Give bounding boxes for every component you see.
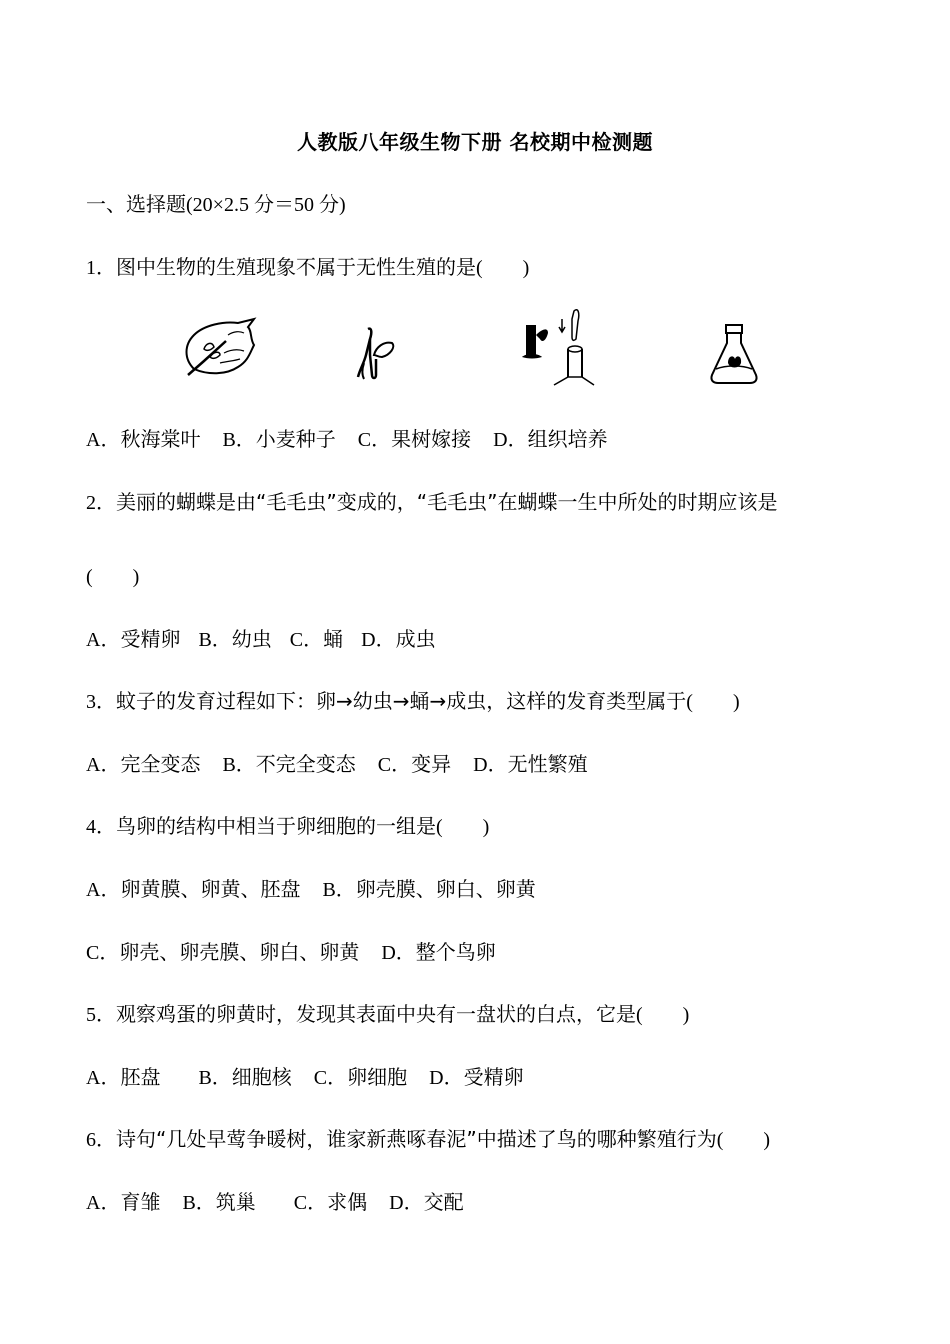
option-d: D．成虫 (361, 627, 436, 651)
question-text: 图中生物的生殖现象不属于无性生殖的是 (116, 255, 476, 279)
question-6-options (86, 1188, 464, 1217)
option-a: A．育雏 (86, 1190, 161, 1214)
question-number: 2． (86, 492, 116, 514)
option-d: D．组织培养 (493, 427, 608, 451)
option-c: C．果树嫁接 (357, 427, 472, 451)
answer-blank: ( ) (436, 816, 490, 838)
question-4-options-ab (86, 875, 536, 904)
question-number: 1． (86, 257, 116, 279)
option-a: A．受精卵 (86, 627, 181, 651)
section-heading (86, 190, 346, 219)
option-a: A．完全变态 (86, 752, 201, 776)
question-text: 观察鸡蛋的卵黄时，发现其表面中央有一盘状的白点，它是 (116, 1002, 636, 1026)
question-1-stem (86, 253, 529, 282)
section-label: 一、选择题 (86, 192, 186, 216)
option-d: D．无性繁殖 (473, 752, 588, 776)
option-b: B．细胞核 (198, 1065, 292, 1089)
question-6-stem (86, 1125, 770, 1154)
question-text: 鸟卵的结构中相当于卵细胞的一组是 (116, 814, 436, 838)
option-b: B．幼虫 (198, 627, 272, 651)
question-1-options (86, 425, 608, 454)
option-c: C．蛹 (289, 627, 344, 651)
option-a: A．胚盘 (86, 1065, 161, 1089)
page-title: 人教版八年级生物下册 名校期中检测题 (297, 130, 653, 154)
answer-blank: ( ) (636, 1004, 690, 1026)
option-c: C．卵细胞 (313, 1065, 408, 1089)
begonia-leaf-icon (180, 317, 258, 379)
option-c: C．卵壳、卵壳膜、卵白、卵黄 (86, 940, 360, 964)
question-number: 3． (86, 691, 116, 713)
question-1-figures (0, 305, 950, 395)
answer-blank: ( ) (716, 1129, 771, 1151)
question-3-options (86, 750, 588, 779)
option-b: B．卵壳膜、卵白、卵黄 (322, 877, 536, 901)
question-text: 诗句“几处早莺争暖树，谁家新燕啄春泥”中描述了鸟的哪种繁殖行为 (116, 1127, 717, 1151)
wheat-seed-icon (350, 325, 398, 383)
section-score-note: (20×2.5 分＝50 分) (186, 194, 346, 216)
answer-blank: ( ) (686, 691, 740, 713)
option-b: B．小麦种子 (222, 427, 336, 451)
question-text: 蚊子的发育过程如下：卵→幼虫→蛹→成虫，这样的发育类型属于 (116, 689, 687, 713)
question-4-options-cd (86, 938, 496, 967)
question-2-stem (86, 488, 777, 517)
question-4-stem (86, 812, 489, 841)
option-b: B．不完全变态 (222, 752, 356, 776)
question-number: 5． (86, 1004, 116, 1026)
option-b: B．筑巢 (182, 1190, 256, 1214)
tissue-culture-flask-icon (708, 321, 760, 385)
option-a: A．卵黄膜、卵黄、胚盘 (86, 877, 301, 901)
answer-blank: ( ) (86, 566, 140, 588)
option-a: A．秋海棠叶 (86, 427, 201, 451)
question-5-options (86, 1063, 524, 1092)
question-number: 6． (86, 1129, 116, 1151)
question-2-blank-line (86, 562, 139, 591)
option-d: D．交配 (389, 1190, 464, 1214)
answer-blank: ( ) (476, 257, 530, 279)
question-2-options (86, 625, 436, 654)
option-c: C．求偶 (293, 1190, 368, 1214)
question-3-stem (86, 687, 740, 716)
option-c: C．变异 (377, 752, 452, 776)
question-text: 美丽的蝴蝶是由“毛毛虫”变成的，“毛毛虫”在蝴蝶一生中所处的时期应该是 (116, 490, 778, 514)
option-d: D．整个鸟卵 (381, 940, 496, 964)
option-d: D．受精卵 (429, 1065, 524, 1089)
question-5-stem (86, 1000, 689, 1029)
fruit-tree-grafting-icon (518, 305, 598, 387)
question-number: 4． (86, 816, 116, 838)
